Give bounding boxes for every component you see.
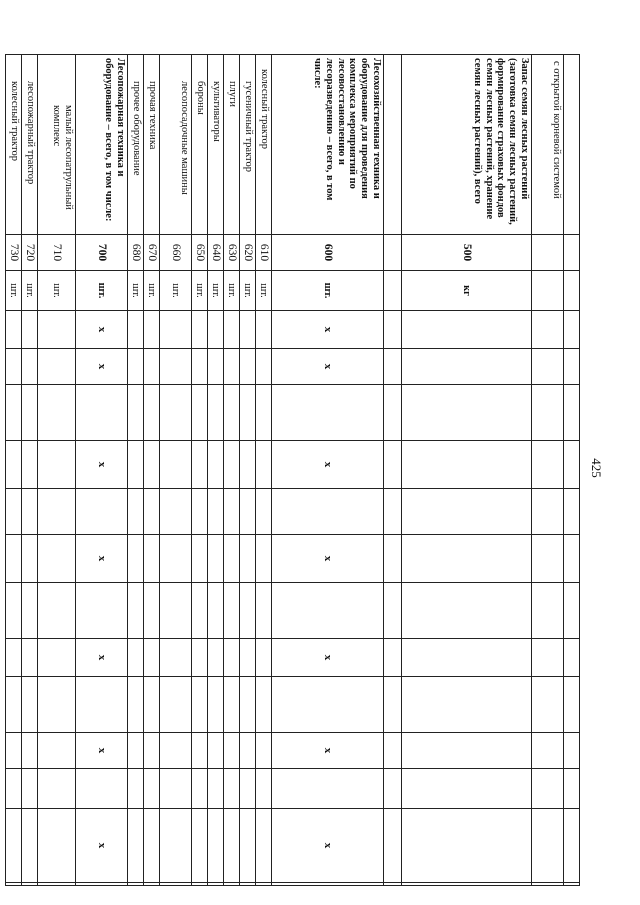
- mark-cell: [384, 441, 402, 489]
- mark-cell: [76, 583, 128, 639]
- mark-cell: [272, 385, 384, 441]
- mark-cell: [564, 809, 580, 883]
- mark-cell: [192, 883, 208, 886]
- mark-cell: [192, 385, 208, 441]
- mark-cell: [256, 489, 272, 535]
- mark-cell: [256, 385, 272, 441]
- mark-cell: [256, 583, 272, 639]
- row-unit: [564, 271, 580, 311]
- mark-cell: [144, 385, 160, 441]
- mark-cell: [564, 489, 580, 535]
- mark-cell: [6, 639, 22, 677]
- row-unit: шт.: [38, 271, 76, 311]
- mark-cell: [76, 677, 128, 733]
- table-row: [160, 55, 192, 886]
- mark-cell: х: [272, 639, 384, 677]
- mark-cell: [208, 441, 224, 489]
- mark-cell: [144, 311, 160, 349]
- row-unit: шт.: [256, 271, 272, 311]
- mark-cell: [144, 349, 160, 385]
- mark-cell: [272, 677, 384, 733]
- mark-cell: [128, 883, 144, 886]
- row-name: лесопожарный трактор: [22, 55, 38, 235]
- mark-cell: х: [272, 535, 384, 583]
- mark-cell: [38, 677, 76, 733]
- mark-cell: [256, 535, 272, 583]
- row-name: прочая техника: [144, 55, 160, 235]
- mark-cell: [564, 639, 580, 677]
- mark-cell: х: [76, 441, 128, 489]
- mark-cell: [384, 809, 402, 883]
- mark-cell: [224, 535, 240, 583]
- mark-cell: х: [76, 349, 128, 385]
- row-code: 630: [224, 235, 240, 271]
- row-code: 670: [144, 235, 160, 271]
- mark-cell: х: [76, 809, 128, 883]
- mark-cell: [144, 883, 160, 886]
- mark-cell: [240, 441, 256, 489]
- mark-cell: [256, 441, 272, 489]
- row-name: [564, 55, 580, 235]
- table-row: [144, 55, 160, 886]
- row-name: Запас семян лесных растений (заготовка семян лесных растений, формирование страховых фондов семян лесных растений, хранение семян лесных растений), всего: [402, 55, 532, 235]
- row-name: прочее оборудование: [128, 55, 144, 235]
- mark-cell: [208, 385, 224, 441]
- row-unit: шт.: [160, 271, 192, 311]
- table-row: [532, 55, 564, 886]
- mark-cell: [38, 349, 76, 385]
- mark-cell: [240, 883, 256, 886]
- mark-cell: [6, 809, 22, 883]
- mark-cell: [402, 385, 532, 441]
- mark-cell: [22, 385, 38, 441]
- mark-cell: [384, 489, 402, 535]
- mark-cell: [192, 311, 208, 349]
- row-code: 610: [256, 235, 272, 271]
- mark-cell: [38, 583, 76, 639]
- mark-cell: [402, 441, 532, 489]
- mark-cell: [22, 733, 38, 769]
- mark-cell: [384, 639, 402, 677]
- mark-cell: [128, 489, 144, 535]
- mark-cell: [144, 809, 160, 883]
- mark-cell: [384, 311, 402, 349]
- mark-cell: [6, 489, 22, 535]
- table-row: [564, 55, 580, 886]
- mark-cell: [208, 489, 224, 535]
- mark-cell: [144, 583, 160, 639]
- mark-cell: [564, 733, 580, 769]
- mark-cell: х: [272, 809, 384, 883]
- mark-cell: [532, 677, 564, 733]
- mark-cell: [22, 809, 38, 883]
- row-name: колесный трактор: [6, 55, 22, 235]
- mark-cell: [160, 677, 192, 733]
- mark-cell: [384, 385, 402, 441]
- mark-cell: [128, 583, 144, 639]
- mark-cell: [22, 769, 38, 809]
- row-code: 620: [240, 235, 256, 271]
- mark-cell: [532, 733, 564, 769]
- mark-cell: [208, 809, 224, 883]
- mark-cell: [22, 535, 38, 583]
- row-unit: шт.: [6, 271, 22, 311]
- row-code: 660: [160, 235, 192, 271]
- row-name: плуги: [224, 55, 240, 235]
- mark-cell: [384, 583, 402, 639]
- table-row: [272, 55, 384, 886]
- row-name: [384, 55, 402, 235]
- table-row: [6, 55, 22, 886]
- mark-cell: [160, 385, 192, 441]
- mark-cell: [128, 733, 144, 769]
- mark-cell: [402, 733, 532, 769]
- mark-cell: [76, 883, 128, 886]
- mark-cell: [160, 583, 192, 639]
- row-unit: шт.: [240, 271, 256, 311]
- mark-cell: [224, 639, 240, 677]
- mark-cell: [192, 349, 208, 385]
- mark-cell: [38, 535, 76, 583]
- mark-cell: [38, 809, 76, 883]
- mark-cell: [208, 733, 224, 769]
- mark-cell: [38, 769, 76, 809]
- mark-cell: [256, 311, 272, 349]
- mark-cell: [6, 535, 22, 583]
- mark-cell: [208, 677, 224, 733]
- mark-cell: [564, 441, 580, 489]
- mark-cell: [38, 311, 76, 349]
- mark-cell: [208, 583, 224, 639]
- mark-cell: [224, 385, 240, 441]
- mark-cell: [564, 583, 580, 639]
- row-code: 600: [272, 235, 384, 271]
- mark-cell: [532, 883, 564, 886]
- row-unit: кг: [402, 271, 532, 311]
- mark-cell: [22, 441, 38, 489]
- mark-cell: [384, 677, 402, 733]
- mark-cell: [224, 769, 240, 809]
- mark-cell: [272, 583, 384, 639]
- mark-cell: [224, 809, 240, 883]
- mark-cell: [532, 639, 564, 677]
- mark-cell: [128, 639, 144, 677]
- mark-cell: [532, 385, 564, 441]
- mark-cell: х: [272, 349, 384, 385]
- mark-cell: [128, 677, 144, 733]
- mark-cell: [22, 583, 38, 639]
- mark-cell: [208, 883, 224, 886]
- row-unit: шт.: [208, 271, 224, 311]
- table-row: [76, 55, 128, 886]
- row-name: Лесохозяйственная техника и оборудование для проведения комплекса мероприятий по лесовосстановлению и лесоразведению – всего, в том числе:: [272, 55, 384, 235]
- mark-cell: [564, 385, 580, 441]
- mark-cell: [38, 639, 76, 677]
- row-code: [532, 235, 564, 271]
- mark-cell: [6, 311, 22, 349]
- mark-cell: [224, 311, 240, 349]
- mark-cell: [240, 349, 256, 385]
- mark-cell: [160, 733, 192, 769]
- row-name: колесный трактор: [256, 55, 272, 235]
- mark-cell: [192, 583, 208, 639]
- row-name: с открытой корневой системой: [532, 55, 564, 235]
- row-name: лесопосадочные машины: [160, 55, 192, 235]
- mark-cell: [22, 639, 38, 677]
- row-unit: [384, 271, 402, 311]
- mark-cell: [6, 385, 22, 441]
- mark-cell: [128, 311, 144, 349]
- table-row: [384, 55, 402, 886]
- mark-cell: [564, 535, 580, 583]
- row-name: гусеничный трактор: [240, 55, 256, 235]
- mark-cell: [22, 883, 38, 886]
- mark-cell: [192, 489, 208, 535]
- mark-cell: [532, 809, 564, 883]
- mark-cell: х: [76, 535, 128, 583]
- row-unit: шт.: [144, 271, 160, 311]
- mark-cell: [144, 441, 160, 489]
- mark-cell: [240, 311, 256, 349]
- mark-cell: [240, 809, 256, 883]
- mark-cell: [38, 385, 76, 441]
- table-row: [192, 55, 208, 886]
- mark-cell: [402, 535, 532, 583]
- mark-cell: [22, 311, 38, 349]
- mark-cell: [564, 677, 580, 733]
- mark-cell: [128, 349, 144, 385]
- mark-cell: [22, 349, 38, 385]
- row-unit: шт.: [272, 271, 384, 311]
- mark-cell: [6, 677, 22, 733]
- mark-cell: х: [272, 733, 384, 769]
- mark-cell: [128, 441, 144, 489]
- mark-cell: [192, 441, 208, 489]
- mark-cell: [240, 733, 256, 769]
- mark-cell: [192, 535, 208, 583]
- mark-cell: [160, 311, 192, 349]
- mark-cell: [532, 769, 564, 809]
- table-row: [208, 55, 224, 886]
- mark-cell: [6, 583, 22, 639]
- row-code: 720: [22, 235, 38, 271]
- table-row: [38, 55, 76, 886]
- mark-cell: [402, 769, 532, 809]
- mark-cell: [240, 489, 256, 535]
- mark-cell: [256, 677, 272, 733]
- mark-cell: [384, 349, 402, 385]
- mark-cell: [256, 349, 272, 385]
- mark-cell: [6, 441, 22, 489]
- row-unit: шт.: [192, 271, 208, 311]
- mark-cell: [128, 769, 144, 809]
- mark-cell: [402, 677, 532, 733]
- mark-cell: [256, 809, 272, 883]
- mark-cell: х: [76, 311, 128, 349]
- row-code: 730: [6, 235, 22, 271]
- mark-cell: [38, 733, 76, 769]
- mark-cell: [76, 489, 128, 535]
- mark-cell: [564, 311, 580, 349]
- row-name: бороны: [192, 55, 208, 235]
- mark-cell: [208, 535, 224, 583]
- mark-cell: [224, 489, 240, 535]
- mark-cell: [402, 583, 532, 639]
- mark-cell: [208, 769, 224, 809]
- table-row: [240, 55, 256, 886]
- mark-cell: [224, 733, 240, 769]
- row-unit: шт.: [128, 271, 144, 311]
- mark-cell: [160, 809, 192, 883]
- mark-cell: [532, 583, 564, 639]
- mark-cell: [144, 489, 160, 535]
- mark-cell: [6, 349, 22, 385]
- mark-cell: х: [272, 441, 384, 489]
- mark-cell: [76, 769, 128, 809]
- table-row: [402, 55, 532, 886]
- mark-cell: [192, 769, 208, 809]
- row-code: 650: [192, 235, 208, 271]
- mark-cell: [160, 535, 192, 583]
- row-name: Лесопожарная техника и оборудование – всего, в том числе:: [76, 55, 128, 235]
- mark-cell: [272, 489, 384, 535]
- mark-cell: [160, 489, 192, 535]
- row-code: [564, 235, 580, 271]
- row-code: [384, 235, 402, 271]
- mark-cell: [384, 535, 402, 583]
- mark-cell: х: [76, 639, 128, 677]
- mark-cell: [76, 385, 128, 441]
- mark-cell: [272, 883, 384, 886]
- mark-cell: [272, 769, 384, 809]
- row-code: 640: [208, 235, 224, 271]
- mark-cell: [224, 677, 240, 733]
- row-name: культиваторы: [208, 55, 224, 235]
- table-row: [128, 55, 144, 886]
- mark-cell: [128, 385, 144, 441]
- mark-cell: [384, 883, 402, 886]
- mark-cell: [564, 349, 580, 385]
- mark-cell: [256, 883, 272, 886]
- mark-cell: [240, 535, 256, 583]
- mark-cell: [240, 583, 256, 639]
- table-row: [224, 55, 240, 886]
- mark-cell: [160, 349, 192, 385]
- mark-cell: [564, 883, 580, 886]
- mark-cell: [38, 883, 76, 886]
- mark-cell: [6, 883, 22, 886]
- row-name: малый лесопатрульный комплекс: [38, 55, 76, 235]
- mark-cell: [224, 349, 240, 385]
- row-code: 680: [128, 235, 144, 271]
- mark-cell: [240, 639, 256, 677]
- mark-cell: [192, 677, 208, 733]
- mark-cell: [532, 535, 564, 583]
- mark-cell: [160, 883, 192, 886]
- mark-cell: [256, 733, 272, 769]
- mark-cell: [160, 639, 192, 677]
- row-unit: шт.: [224, 271, 240, 311]
- table-row: [256, 55, 272, 886]
- mark-cell: [240, 769, 256, 809]
- mark-cell: [6, 733, 22, 769]
- mark-cell: [224, 583, 240, 639]
- row-code: 700: [76, 235, 128, 271]
- mark-cell: [192, 639, 208, 677]
- mark-cell: [144, 733, 160, 769]
- row-code: 710: [38, 235, 76, 271]
- mark-cell: [532, 489, 564, 535]
- mark-cell: [208, 349, 224, 385]
- mark-cell: [384, 733, 402, 769]
- row-code: 500: [402, 235, 532, 271]
- forest-equipment-table: [5, 54, 580, 886]
- mark-cell: [532, 441, 564, 489]
- mark-cell: [532, 349, 564, 385]
- mark-cell: [532, 311, 564, 349]
- mark-cell: [402, 809, 532, 883]
- mark-cell: [384, 769, 402, 809]
- mark-cell: [6, 769, 22, 809]
- mark-cell: [22, 677, 38, 733]
- mark-cell: [256, 639, 272, 677]
- mark-cell: [160, 441, 192, 489]
- mark-cell: [144, 677, 160, 733]
- mark-cell: [256, 769, 272, 809]
- mark-cell: [402, 349, 532, 385]
- mark-cell: [402, 639, 532, 677]
- mark-cell: х: [272, 311, 384, 349]
- row-unit: [532, 271, 564, 311]
- mark-cell: [208, 311, 224, 349]
- mark-cell: [144, 769, 160, 809]
- mark-cell: [22, 489, 38, 535]
- mark-cell: [564, 769, 580, 809]
- mark-cell: [160, 769, 192, 809]
- page-number: 425: [588, 458, 604, 478]
- mark-cell: [38, 441, 76, 489]
- mark-cell: [402, 489, 532, 535]
- mark-cell: [224, 441, 240, 489]
- mark-cell: [144, 639, 160, 677]
- table-row: [22, 55, 38, 886]
- mark-cell: [402, 883, 532, 886]
- mark-cell: [240, 385, 256, 441]
- mark-cell: [192, 809, 208, 883]
- rotated-table-wrapper: [8, 54, 580, 886]
- mark-cell: [240, 677, 256, 733]
- mark-cell: [208, 639, 224, 677]
- mark-cell: [38, 489, 76, 535]
- row-unit: шт.: [22, 271, 38, 311]
- mark-cell: [144, 535, 160, 583]
- mark-cell: [402, 311, 532, 349]
- mark-cell: [192, 733, 208, 769]
- mark-cell: [128, 809, 144, 883]
- mark-cell: [128, 535, 144, 583]
- row-unit: шт.: [76, 271, 128, 311]
- mark-cell: х: [76, 733, 128, 769]
- mark-cell: [224, 883, 240, 886]
